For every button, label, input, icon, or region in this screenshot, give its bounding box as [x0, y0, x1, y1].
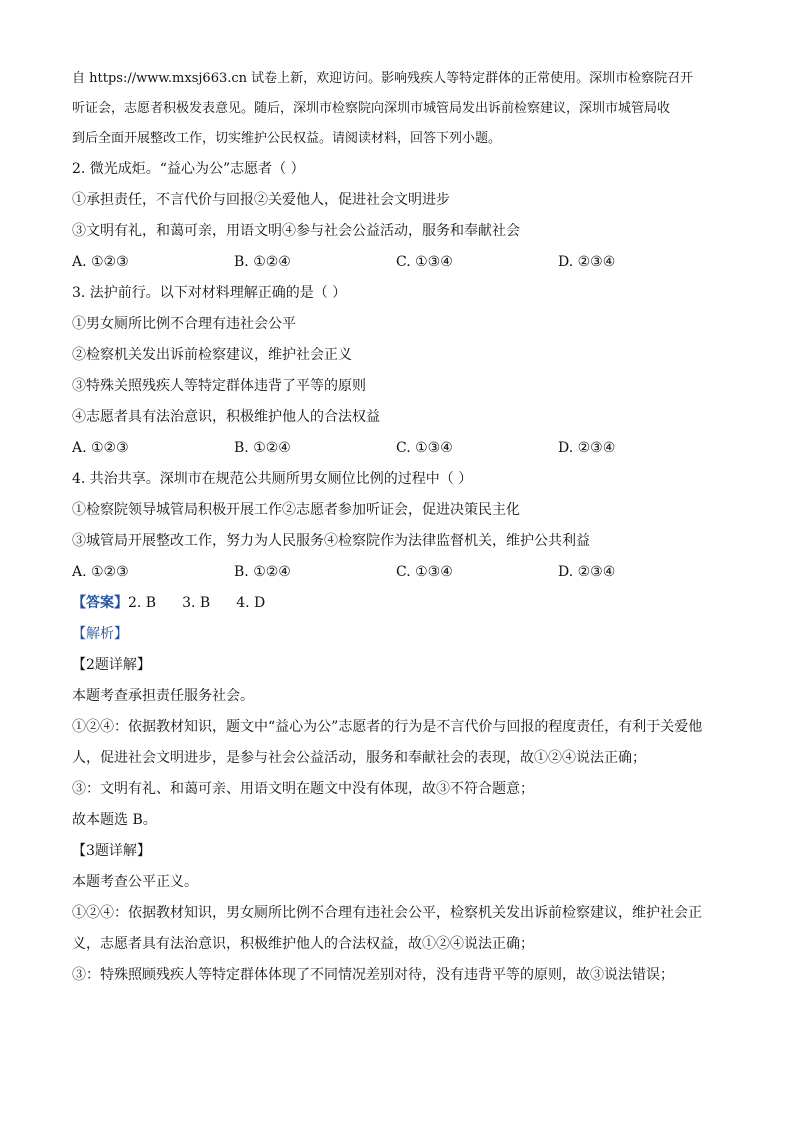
question-3-options [72, 433, 732, 464]
intro-line-1: 自 https://www.mxsj663.cn 试卷上新，欢迎访问。影响残疾人等特定群体的正常使用。深圳市检察院召开 [72, 71, 694, 86]
option-a[interactable]: A. ①②③ [72, 440, 129, 456]
answer-row [72, 588, 732, 619]
question-2-stem: 2. 微光成炬。“益心为公”志愿者（ ） [72, 161, 305, 177]
q3-detail-line: ③：特殊照顾残疾人等特定群体体现了不同情况差别对待，没有违背平等的原则，故③说法错误； [72, 967, 674, 983]
q3-detail-line: ①②④：依据教材知识，男女厕所比例不合理有违社会公平，检察机关发出诉前检察建议，维护社会正 [72, 905, 702, 921]
option-d[interactable]: D. ②③④ [558, 564, 616, 580]
document-page [72, 64, 732, 991]
intro-line-2: 听证会，志愿者积极发表意见。随后，深圳市检察院向深圳市城管局发出诉前检察建议，深圳市城管局收 [72, 101, 671, 116]
intro-line-3: 到后全面开展整改工作，切实维护公民权益。请阅读材料，回答下列小题。 [72, 131, 502, 146]
q3-detail-line: 义，志愿者具有法治意识，积极维护他人的合法权益，故①②④说法正确； [72, 936, 534, 952]
q2-detail-line: ③：文明有礼、和蔼可亲、用语文明在题文中没有体现，故③不符合题意； [72, 781, 534, 797]
question-3-stem: 3. 法护前行。以下对材料理解正确的是（ ） [72, 285, 347, 301]
question-3-statement: ③特殊关照残疾人等特定群体违背了平等的原则 [72, 378, 366, 394]
q2-detail-line: ①②④：依据教材知识，题文中“益心为公”志愿者的行为是不言代价与回报的程度责任，有利于关爱他 [72, 719, 703, 735]
q2-detail-line: 故本题选 B。 [72, 812, 157, 828]
question-4-statement: ①检察院领导城管局积极开展工作②志愿者参加听证会，促进决策民主化 [72, 502, 520, 518]
option-c[interactable]: C. ①③④ [396, 564, 453, 580]
option-b[interactable]: B. ①②④ [234, 254, 291, 270]
option-c[interactable]: C. ①③④ [396, 440, 453, 456]
option-b[interactable]: B. ①②④ [234, 564, 291, 580]
option-a[interactable]: A. ①②③ [72, 254, 129, 270]
q2-detail-line: 人，促进社会文明进步，是参与社会公益活动，服务和奉献社会的表现，故①②④说法正确； [72, 750, 646, 766]
question-2-options [72, 247, 732, 278]
question-4-statement: ③城管局开展整改工作，努力为人民服务④检察院作为法律监督机关，维护公共利益 [72, 533, 590, 549]
q3-detail-header: 【3题详解】 [72, 843, 151, 859]
option-a[interactable]: A. ①②③ [72, 564, 129, 580]
option-d[interactable]: D. ②③④ [558, 440, 616, 456]
answer-label: 【答案】 [72, 595, 128, 611]
question-2-statement: ③文明有礼，和蔼可亲，用语文明④参与社会公益活动，服务和奉献社会 [72, 223, 520, 239]
q2-detail-line: 本题考查承担责任服务社会。 [72, 688, 254, 704]
q2-detail-header: 【2题详解】 [72, 657, 151, 673]
option-d[interactable]: D. ②③④ [558, 254, 616, 270]
question-3-statement: ④志愿者具有法治意识，积极维护他人的合法权益 [72, 409, 380, 425]
answer-item: 4. D [236, 595, 266, 611]
option-c[interactable]: C. ①③④ [396, 254, 453, 270]
q3-detail-line: 本题考查公平正义。 [72, 874, 198, 890]
analysis-label: 【解析】 [72, 626, 128, 642]
option-b[interactable]: B. ①②④ [234, 440, 291, 456]
question-2-statement: ①承担责任，不言代价与回报②关爱他人，促进社会文明进步 [72, 192, 450, 208]
question-3-statement: ②检察机关发出诉前检察建议，维护社会正义 [72, 347, 352, 363]
answer-item: 3. B [182, 595, 211, 611]
question-3-statement: ①男女厕所比例不合理有违社会公平 [72, 316, 296, 332]
answer-item: 2. B [128, 595, 157, 611]
question-4-options [72, 557, 732, 588]
question-4-stem: 4. 共治共享。深圳市在规范公共厕所男女厕位比例的过程中（ ） [72, 471, 473, 487]
